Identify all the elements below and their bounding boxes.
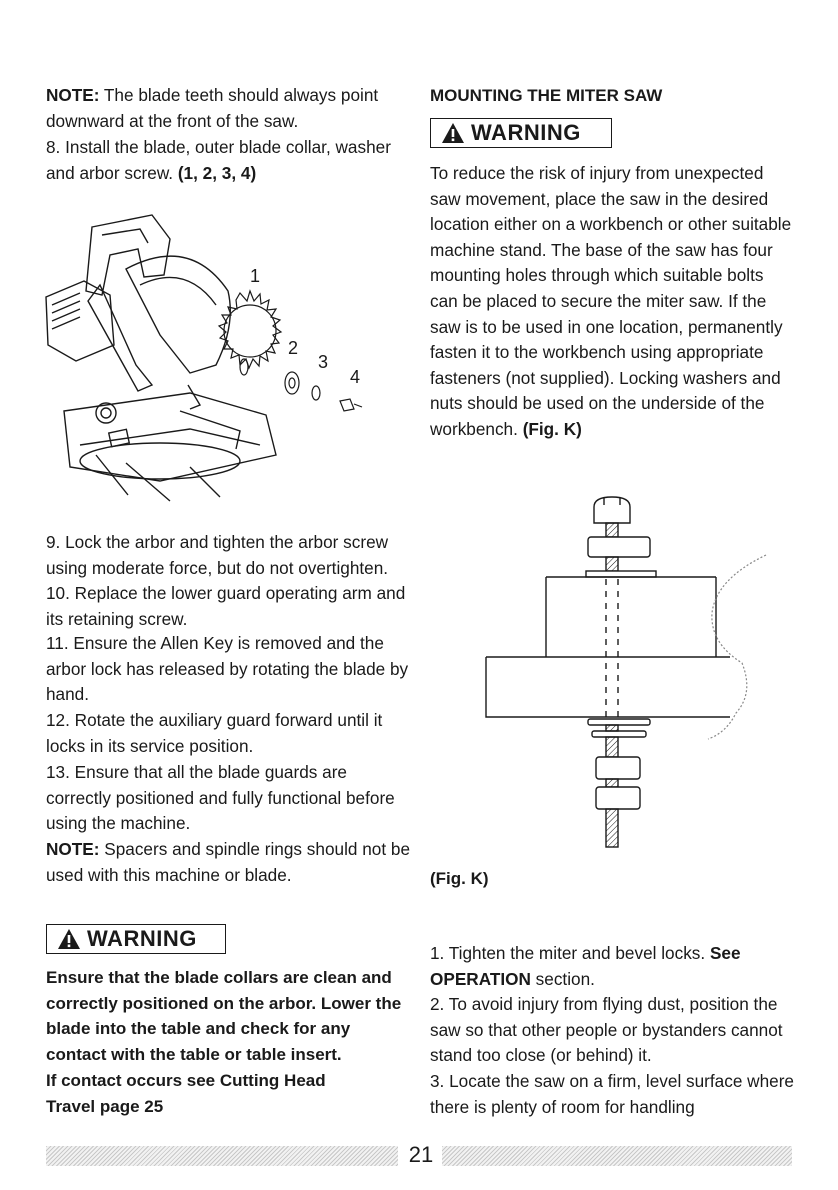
warning-text-left: Ensure that the blade collars are clean and correctly positioned on the arbor. Lower the blade into the table and check for any contact with the table or table insert. bbox=[46, 968, 402, 1064]
warning-triangle-icon bbox=[441, 122, 465, 144]
part-label-1: 1 bbox=[250, 266, 261, 286]
step-10: 10. Replace the lower guard operating arm and its retaining screw. bbox=[46, 583, 406, 629]
mounting-instructions: To reduce the risk of injury from unexpected saw movement, place the saw in the desired location either on a workbench or other suitable machine stand. The base of the saw has four mounting holes through which suitable bolts can be placed to secure the miter saw. If the saw is to be used in one location, permanently fasten it to the workbench using appropriate fasteners (not supplied). Locking washers and nuts should be used on the underside of the workbench. (Fig. K) bbox=[430, 163, 792, 439]
warning-triangle-icon bbox=[57, 928, 81, 950]
note-blade-teeth: NOTE: The blade teeth should always point downward at the front of the saw. bbox=[46, 85, 379, 131]
section-heading: MOUNTING THE MITER SAW bbox=[430, 86, 663, 105]
step-11: 11. Ensure the Allen Key is removed and the arbor lock has released by rotating the blade by hand. bbox=[46, 633, 409, 705]
step-12: 12. Rotate the auxiliary guard forward until it locks in its service position. bbox=[46, 710, 383, 756]
mount-step-3: 3. Locate the saw on a firm, level surface where there is plenty of room for handling bbox=[430, 1071, 794, 1117]
page-number: 21 bbox=[408, 1142, 434, 1167]
part-label-4: 4 bbox=[350, 367, 361, 387]
step-9: 9. Lock the arbor and tighten the arbor screw using moderate force, but do not overtighten. bbox=[46, 532, 389, 578]
part-label-3: 3 bbox=[318, 352, 329, 372]
footer-bar-right bbox=[442, 1146, 792, 1166]
note-spacers: NOTE: Spacers and spindle rings should not be used with this machine or blade. bbox=[46, 839, 411, 885]
footer-bar-left bbox=[46, 1146, 398, 1166]
mount-step-2: 2. To avoid injury from flying dust, position the saw so that other people or bystanders cannot stand too close (or behind) it. bbox=[430, 994, 783, 1066]
mount-step-1: 1. Tighten the miter and bevel locks. See OPERATION section. bbox=[430, 943, 741, 989]
warning-box-right: WARNING bbox=[430, 118, 612, 148]
step-13: 13. Ensure that all the blade guards are correctly positioned and fully functional before using the machine. bbox=[46, 762, 395, 834]
warning-box-left: WARNING bbox=[46, 924, 226, 954]
fig-k-caption: (Fig. K) bbox=[430, 869, 489, 888]
part-label-2: 2 bbox=[288, 338, 299, 358]
step-8: 8. Install the blade, outer blade collar, washer and arbor screw. (1, 2, 3, 4) bbox=[46, 137, 391, 183]
fig-k-bolt-diagram bbox=[480, 493, 770, 863]
warning-text-left-2: If contact occurs see Cutting Head Travel page 25 bbox=[46, 1071, 326, 1116]
